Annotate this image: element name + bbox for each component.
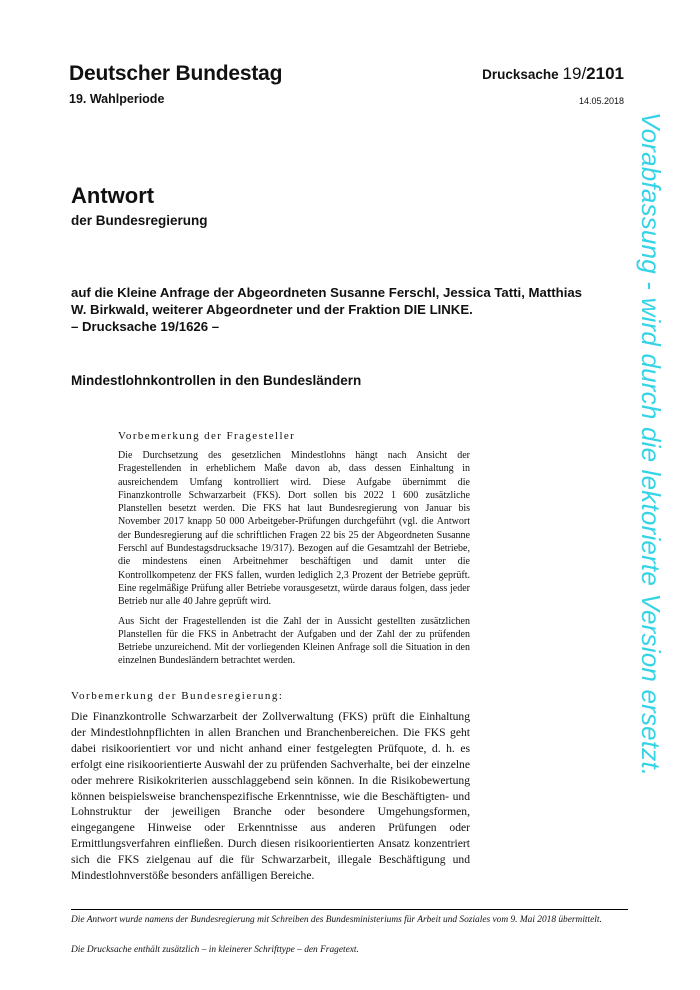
drucksache-number-prefix: 19/ — [562, 64, 587, 83]
footer-divider — [71, 909, 628, 910]
anfrage-reference — [71, 284, 631, 335]
footer-note: Die Antwort wurde namens der Bundesregierung mit Schreiben des Bundesministeriums für Arbeit und Soziales vom 9. Mai 2018 übermittelt. — [71, 915, 602, 925]
topic-title: Mindestlohnkontrollen in den Bundesländern — [71, 373, 362, 388]
anfrage-line: W. Birkwald, weiterer Abgeordneter und der Fraktion DIE LINKE. — [71, 302, 473, 317]
vorbemerkung-fragesteller-heading: Vorbemerkung der Fragesteller — [118, 430, 296, 442]
footer-note: Die Drucksache enthält zusätzlich – in kleinerer Schrifttype – den Fragetext. — [71, 945, 359, 955]
anfrage-line: – Drucksache 19/1626 – — [71, 319, 220, 334]
paragraph: Die Durchsetzung des gesetzlichen Mindestlohns hängt nach Ansicht der Fragestellenden in erheblichem Maße davon ab, dass dessen Einhaltung in ausreichendem Umfang kontrolliert wird. Diese Aufgabe übernimmt die Finanzkontrolle Schwarzarbeit (FKS). Dort sollen bis 2022 1 600 zusätzliche Planstellen besetzt werden. Die FKS hat laut Bundesregierung von Januar bis November 2017 knapp 50 000 Arbeitgeber-Prüfungen durchgeführt (vgl. die Antwort der Bundesregierung auf die schriftlichen Fragen 22 bis 25 der Abgeordneten Susanne Ferschl auf Bundestagsdrucksache 19/317). Bezogen auf die Gesamtzahl der Betriebe, die mindestens einen Arbeitnehmer beschäftigen und damit unter die Kontrollkompetenz der FKS fallen, wurden lediglich 2,3 Prozent der Betriebe geprüft. Eine regelmäßige Prüfung aller Betriebe vorausgesetzt, würde daraus folgen, dass jeder Betrieb nur alle 40 Jahre geprüft wird. — [118, 450, 470, 608]
document-heading: Antwort — [71, 183, 155, 208]
wahlperiode: 19. Wahlperiode — [69, 92, 165, 106]
document-subheading: der Bundesregierung — [71, 213, 208, 228]
document-date: 14.05.2018 — [578, 96, 624, 106]
vorbemerkung-fragesteller-body — [118, 449, 470, 674]
anfrage-line: auf die Kleine Anfrage der Abgeordneten Susanne Ferschl, Jessica Tatti, Matthias — [71, 285, 583, 300]
drucksache-number-main: 2101 — [586, 64, 624, 83]
preliminary-version-watermark: Vorabfassung - wird durch die lektorierte Version ersetzt. — [636, 112, 666, 777]
vorbemerkung-bundesregierung-body: Die Finanzkontrolle Schwarzarbeit der Zollverwaltung (FKS) prüft die Einhaltung der Mindestlohnpflichten in allen Branchen und Branchenbereichen. Die FKS geht dabei risikoorientiert vor und nicht anhand einer festgelegten Prüfquote, d. h. es erfolgt eine risikoorientierte Auswahl der zu prüfenden Sachverhalte, bei der einzelne oder mehrere Risikokriterien ausschlaggebend sein können. In die Risikobewertung können beispielsweise branchenspezifische Erkenntnisse, wie die Beschäftigten- und Lohnstruktur der jeweiligen Branche oder besondere Umgehungsformen, eingegangene Hinweise oder Erkenntnisse aus anderen Prüfungen oder Ermittlungsverfahren einfließen. Durch diesen risikoorientierten Ansatz konzentriert sich die FKS zielgenau auf die für Schwarzarbeit, illegale Beschäftigung und Mindestlohnverstöße besonders anfälligen Bereiche. — [71, 710, 470, 883]
drucksache-label: Drucksache — [482, 67, 559, 82]
institution-title: Deutscher Bundestag — [69, 62, 283, 85]
vorbemerkung-bundesregierung-heading: Vorbemerkung der Bundesregierung: — [71, 690, 284, 702]
paragraph: Aus Sicht der Fragestellenden ist die Zahl der in Aussicht gestellten zusätzlichen Planstellen für die FKS in Anbetracht der Aufgaben und der Zahl der zu prüfenden Betriebe unzureichend. Mit der vorliegenden Kleinen Anfrage soll die Situation in den einzelnen Bundesländern betrachtet werden. — [118, 615, 470, 667]
drucksache-number — [482, 64, 624, 84]
